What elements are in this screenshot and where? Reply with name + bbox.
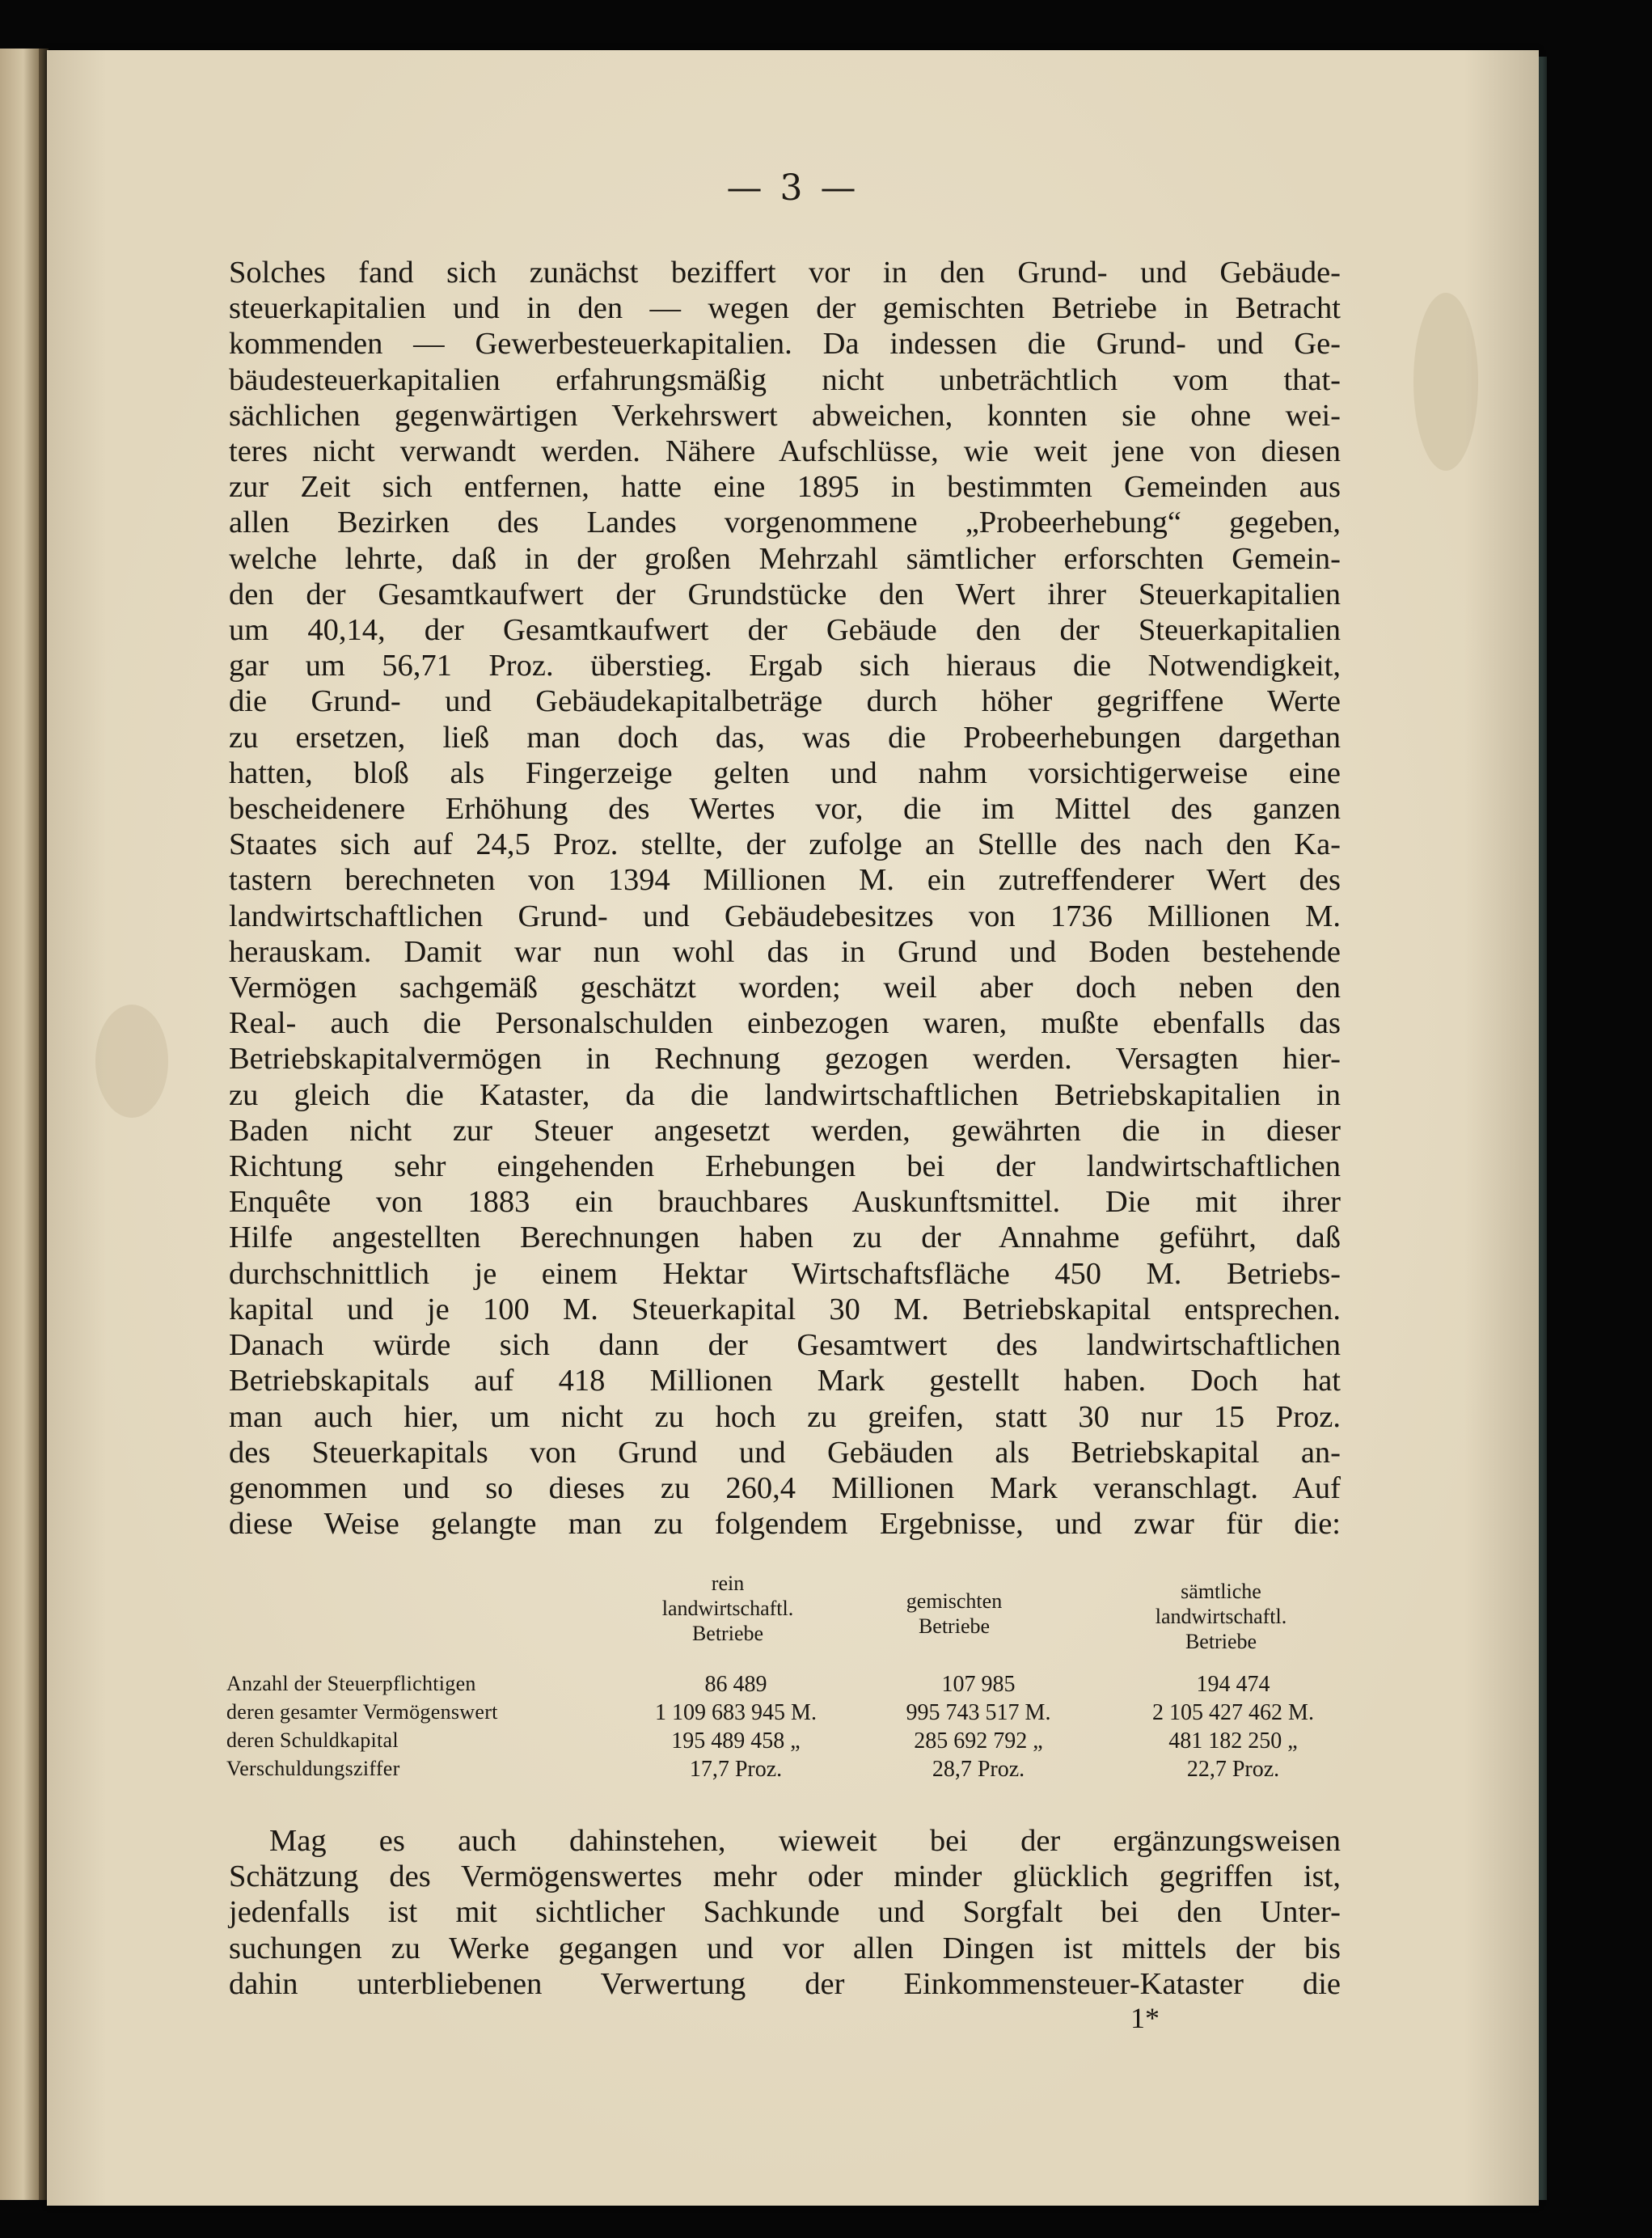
- text-line: den der Gesamtkaufwert der Grundstücke den Wert ihrer Steuerkapitalien: [229, 577, 1341, 611]
- text-line: Betriebskapitalvermögen in Rechnung gezogen werden. Versagten hier-: [229, 1042, 1341, 1077]
- table-row: [226, 1700, 1346, 1728]
- text-line: durchschnittlich je einem Hektar Wirtschaftsfläche 450 M. Betriebs-: [229, 1256, 1341, 1291]
- text-line: Schätzung des Vermögenswertes mehr oder minder glücklich gegriffen ist,: [229, 1859, 1341, 1894]
- table-row: [226, 1757, 1346, 1785]
- table-cell: 195 489 458 „: [671, 1728, 801, 1754]
- text-line: des Steuerkapitals von Grund und Gebäuden als Betriebskapital an-: [229, 1435, 1341, 1470]
- table-row: [226, 1672, 1346, 1700]
- table-cell: 86 489: [704, 1672, 767, 1697]
- text-line: Solches fand sich zunächst beziffert vor in den Grund- und Gebäude-: [229, 256, 1341, 290]
- text-line: Enquête von 1883 ein brauchbares Auskunftsmittel. Die mit ihrer: [229, 1185, 1341, 1220]
- header-line: landwirtschaftl.: [1155, 1605, 1287, 1628]
- text-line: bescheidenere Erhöhung des Wertes vor, die im Mittel des ganzen: [229, 792, 1341, 827]
- text-line: man auch hier, um nicht zu hoch zu greifen, statt 30 nur 15 Proz.: [229, 1399, 1341, 1434]
- table-cell: 285 692 792 „: [914, 1728, 1043, 1754]
- text-line: allen Bezirken des Landes vorgenommene „Probeerhebung“ gegeben,: [229, 506, 1341, 540]
- book-page: [47, 50, 1539, 2206]
- table-cell: 17,7 Proz.: [689, 1757, 783, 1782]
- text-line: teres nicht verwandt werden. Nähere Aufschlüsse, wie weit jene von diesen: [229, 434, 1341, 469]
- row-label: deren Schuldkapital: [226, 1728, 399, 1752]
- header-line: Betriebe: [691, 1622, 764, 1645]
- text-line: zur Zeit sich entfernen, hatte eine 1895 in bestimmten Gemeinden aus: [229, 470, 1341, 505]
- text-line: Richtung sehr eingehenden Erhebungen bei der landwirtschaftlichen: [229, 1149, 1341, 1184]
- text-line: gar um 56,71 Proz. überstieg. Ergab sich hieraus die Notwendigkeit,: [229, 649, 1341, 683]
- header-line: Betriebe: [918, 1614, 991, 1638]
- text-line: kapital und je 100 M. Steuerkapital 30 M. Betriebskapital entsprechen.: [229, 1292, 1341, 1326]
- header-line: Betriebe: [1185, 1630, 1257, 1653]
- text-line: hatten, bloß als Fingerzeige gelten und nahm vorsichtigerweise eine: [229, 755, 1341, 790]
- text-line: diese Weise gelangte man zu folgendem Ergebnisse, und zwar für die:: [229, 1507, 1341, 1542]
- text-line: landwirtschaftlichen Grund- und Gebäudebesitzes von 1736 Millionen M.: [229, 899, 1341, 933]
- text-line: Danach würde sich dann der Gesamtwert des landwirtschaftlichen: [229, 1328, 1341, 1363]
- table-cell: 995 743 517 M.: [906, 1700, 1051, 1725]
- column-header-gemischt: [857, 1589, 1051, 1639]
- table-cell: 481 182 250 „: [1168, 1728, 1298, 1754]
- text-line: die Grund- und Gebäudekapitalbeträge durch höher gegriffene Werte: [229, 684, 1341, 719]
- left-page-edge: [0, 49, 39, 2200]
- text-line: dahin unterbliebenen Verwertung der Einkommensteuer-Kataster die: [229, 1966, 1341, 2001]
- table-cell: 28,7 Proz.: [932, 1757, 1025, 1782]
- table-cell: 1 109 683 945 M.: [655, 1700, 817, 1725]
- continuation-paragraph: [229, 1823, 1341, 2002]
- table-header: [226, 1571, 1346, 1672]
- column-header-rein-landwirtschaftlich: [631, 1571, 825, 1646]
- text-line: Hilfe angestellten Berechnungen haben zu der Annahme geführt, daß: [229, 1221, 1341, 1255]
- text-line: herauskam. Damit war nun wohl das in Grund und Boden bestehende: [229, 934, 1341, 969]
- right-page-edge: [1539, 57, 1547, 2200]
- text-line: tastern berechneten von 1394 Millionen M. ein zutreffenderer Wert des: [229, 863, 1341, 898]
- text-line: zu gleich die Kataster, da die landwirtschaftlichen Betriebskapitalien in: [229, 1077, 1341, 1112]
- paper-stain: [95, 1005, 168, 1118]
- paper-stain: [1413, 293, 1478, 471]
- text-line: sächlichen gegenwärtigen Verkehrswert abweichen, konnten sie ohne wei-: [229, 398, 1341, 433]
- table-cell: 107 985: [941, 1672, 1016, 1697]
- text-line: steuerkapitalien und in den — wegen der gemischten Betriebe in Betracht: [229, 291, 1341, 326]
- text-line: zu ersetzen, ließ man doch das, was die Probeerhebungen dargethan: [229, 720, 1341, 755]
- text-line: Baden nicht zur Steuer angesetzt werden, gewährten die in dieser: [229, 1113, 1341, 1148]
- text-line: suchungen zu Werke gegangen und vor allen Dingen ist mittels der bis: [229, 1931, 1341, 1965]
- text-line: welche lehrte, daß in der großen Mehrzahl sämtlicher erforschten Gemein-: [229, 541, 1341, 576]
- text-line: Vermögen sachgemäß geschätzt worden; weil aber doch neben den: [229, 971, 1341, 1005]
- statistics-table: [226, 1571, 1346, 1785]
- table-cell: 2 105 427 462 M.: [1152, 1700, 1314, 1725]
- text-line: kommenden — Gewerbesteuerkapitalien. Da indessen die Grund- und Ge-: [229, 327, 1341, 362]
- row-label: Verschuldungsziffer: [226, 1757, 400, 1780]
- table-cell: 22,7 Proz.: [1186, 1757, 1280, 1782]
- page-number: — 3 —: [726, 167, 860, 209]
- text-line: um 40,14, der Gesamtkaufwert der Gebäude den der Steuerkapitalien: [229, 613, 1341, 648]
- column-header-saemtliche: [1116, 1579, 1326, 1654]
- table-row: [226, 1728, 1346, 1757]
- text-line: genommen und so dieses zu 260,4 Millionen Mark veranschlagt. Auf: [229, 1470, 1341, 1505]
- row-label: Anzahl der Steuerpflichtigen: [226, 1672, 476, 1695]
- header-line: sämtliche: [1181, 1580, 1261, 1603]
- text-line: Mag es auch dahinstehen, wieweit bei der ergänzungsweisen: [269, 1824, 1341, 1858]
- text-line: Staates sich auf 24,5 Proz. stellte, der zufolge an Stellle des nach den Ka-: [229, 827, 1341, 862]
- text-line: jedenfalls ist mit sichtlicher Sachkunde und Sorgfalt bei den Unter-: [229, 1895, 1341, 1930]
- header-line: gemischten: [906, 1589, 1003, 1613]
- header-line: landwirtschaftl.: [661, 1597, 794, 1620]
- table-cell: 194 474: [1196, 1672, 1270, 1697]
- text-line: Real- auch die Personalschulden einbezogen waren, mußte ebenfalls das: [229, 1006, 1341, 1041]
- body-paragraph: [229, 255, 1341, 1542]
- row-label: deren gesamter Vermögenswert: [226, 1700, 498, 1724]
- signature-mark: 1*: [1130, 2002, 1160, 2034]
- header-line: rein: [711, 1572, 745, 1595]
- text-line: Betriebskapitals auf 418 Millionen Mark gestellt haben. Doch hat: [229, 1364, 1341, 1398]
- text-line: bäudesteuerkapitalien erfahrungsmäßig nicht unbeträchtlich vom that-: [229, 362, 1341, 397]
